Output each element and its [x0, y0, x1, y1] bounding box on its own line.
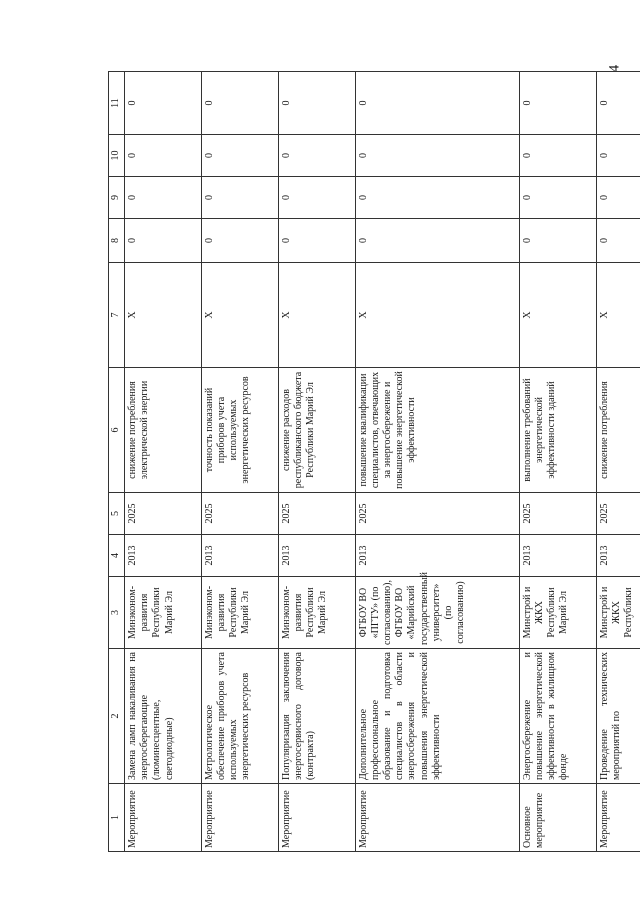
row-end-year: 2025	[596, 493, 640, 535]
row-name: Популяризация заключения энергосервисного договора (контракта)	[278, 649, 355, 784]
header-cell: 11	[109, 72, 125, 135]
row-col8: 0	[278, 219, 355, 263]
row-start-year: 2013	[201, 535, 278, 577]
row-name: Энергосбережение и повышение энергетической эффективности в жилищном фонде	[519, 649, 596, 784]
row-result: точность показаний приборов учета используемых энергетических ресурсов	[201, 368, 278, 493]
table-row	[519, 72, 596, 852]
row-type: Мероприятие	[201, 784, 278, 852]
table-row	[355, 72, 519, 852]
row-col9: 0	[201, 177, 278, 219]
row-result: снижение потребления	[596, 368, 640, 493]
measures-table	[108, 71, 640, 852]
row-type: Мероприятие	[596, 784, 640, 852]
header-cell: 6	[109, 368, 125, 493]
header-cell: 2	[109, 649, 125, 784]
row-executor: Минстрой и ЖКХ Республики	[596, 577, 640, 649]
header-cell: 4	[109, 535, 125, 577]
table-row	[125, 72, 202, 852]
row-col11: 0	[519, 72, 596, 135]
row-start-year: 2013	[125, 535, 202, 577]
row-end-year: 2025	[125, 493, 202, 535]
row-col9: 0	[519, 177, 596, 219]
row-col8: 0	[519, 219, 596, 263]
row-col11: 0	[355, 72, 519, 135]
row-end-year: 2025	[355, 493, 519, 535]
header-cell: 7	[109, 263, 125, 368]
row-col7: X	[519, 263, 596, 368]
row-col10: 0	[125, 135, 202, 177]
table-row	[596, 72, 640, 852]
header-cell: 10	[109, 135, 125, 177]
row-end-year: 2025	[519, 493, 596, 535]
row-col7: X	[355, 263, 519, 368]
rotated-table-container	[108, 72, 640, 852]
row-type: Мероприятие	[125, 784, 202, 852]
row-end-year: 2025	[278, 493, 355, 535]
row-col11: 0	[596, 72, 640, 135]
row-name: Замена ламп накаливания на энергосберегающие (люминесцентные, светодиодные)	[125, 649, 202, 784]
row-col9: 0	[278, 177, 355, 219]
row-name: Дополнительное профессиональное образование и подготовка специалистов в области энергосбережения и повышения энергетической эффективности	[355, 649, 519, 784]
row-col9: 0	[596, 177, 640, 219]
header-cell: 8	[109, 219, 125, 263]
row-type: Мероприятие	[278, 784, 355, 852]
header-cell: 1	[109, 784, 125, 852]
table-row	[201, 72, 278, 852]
row-type: Мероприятие	[355, 784, 519, 852]
row-col10: 0	[355, 135, 519, 177]
row-result: повышение квалификации специалистов, отвечающих за энергосбережение и повышение энергетической эффективности	[355, 368, 519, 493]
row-result: выполнение требований энергетической эффективности зданий	[519, 368, 596, 493]
row-col7: X	[278, 263, 355, 368]
row-executor: Минстрой и ЖКХ Республики Марий Эл	[519, 577, 596, 649]
row-executor: Минэконом-развития Республики Марий Эл	[201, 577, 278, 649]
row-col8: 0	[355, 219, 519, 263]
row-result: снижение расходов республиканского бюджета Республики Марий Эл	[278, 368, 355, 493]
header-cell: 5	[109, 493, 125, 535]
row-name: Метрологическое обеспечение приборов учета используемых энергетических ресурсов	[201, 649, 278, 784]
row-end-year: 2025	[201, 493, 278, 535]
row-result: снижение потребления электрической энергии	[125, 368, 202, 493]
table-row	[278, 72, 355, 852]
row-name: Проведение технических мероприятий по	[596, 649, 640, 784]
row-col11: 0	[125, 72, 202, 135]
row-start-year: 2013	[278, 535, 355, 577]
row-col8: 0	[125, 219, 202, 263]
row-start-year: 2013	[355, 535, 519, 577]
row-col7: X	[201, 263, 278, 368]
header-cell: 3	[109, 577, 125, 649]
row-start-year: 2013	[519, 535, 596, 577]
row-col10: 0	[519, 135, 596, 177]
page-number: 4	[606, 64, 623, 73]
row-executor: ФГБОУ ВО «ПГТУ» (по согласованию), ФГБОУ ВО «Марийский государственный университет» (по согласованию)	[355, 577, 519, 649]
row-col7: X	[596, 263, 640, 368]
row-type: Основное мероприятие	[519, 784, 596, 852]
row-col7: X	[125, 263, 202, 368]
row-executor: Минэконом-развития Республики Марий Эл	[125, 577, 202, 649]
row-col10: 0	[278, 135, 355, 177]
row-executor: Минэконом-развития Республики Марий Эл	[278, 577, 355, 649]
row-col10: 0	[201, 135, 278, 177]
row-col8: 0	[201, 219, 278, 263]
row-col10: 0	[596, 135, 640, 177]
row-col9: 0	[125, 177, 202, 219]
row-col8: 0	[596, 219, 640, 263]
row-col11: 0	[201, 72, 278, 135]
row-col11: 0	[278, 72, 355, 135]
row-start-year: 2013	[596, 535, 640, 577]
row-col9: 0	[355, 177, 519, 219]
header-cell: 9	[109, 177, 125, 219]
header-row	[109, 72, 125, 852]
